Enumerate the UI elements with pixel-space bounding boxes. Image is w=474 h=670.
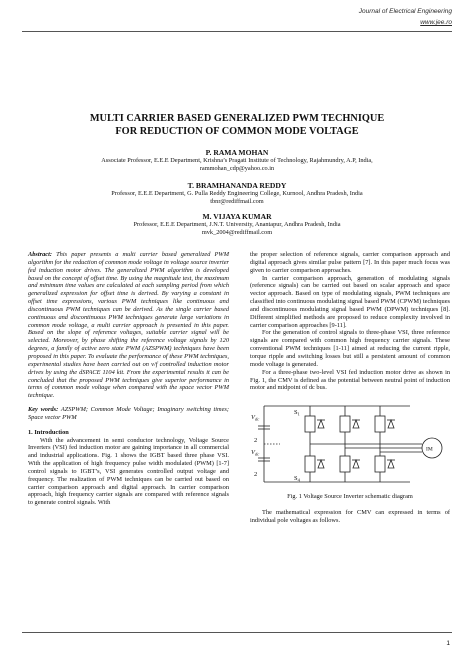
journal-website[interactable]: www.jee.ro (420, 19, 452, 26)
author-email[interactable]: rammohan_cdp@yahoo.co.in (199, 164, 275, 172)
title-line-2: FOR REDUCTION OF COMMON MODE VOLTAGE (115, 125, 359, 137)
diode-4 (318, 460, 324, 468)
paragraph: The mathematical expression for CMV can expressed in terms of individual pole voltages as follows. (250, 509, 450, 524)
figure-caption: Fig. 1 Voltage Source Inverter schematic diagram (287, 493, 413, 501)
author-email[interactable]: mvk_2004@rediffmail.com (201, 228, 273, 236)
vdc-top-half: 2 (254, 437, 258, 445)
footer-rule (22, 632, 452, 633)
author-block-2 (28, 181, 446, 205)
motor-label: IM (426, 446, 433, 453)
intro-paragraph: With the advancement in semi conductor technology, Voltage Source Inverters (VSI) fed induction motor are gaining importance in all commercial and industrial applications. Fig. 1 shows the IGBT based three phase VSI. With the application of high frequency pulse width modulated (PWM) [1-7] control signals to IGBT’s, VSI generates controlled output voltage and frequency. The realization of PWM techniques can be carried out based on carrier comparison approach and digital approach. In carrier comparison approach, high frequency carrier signals are compared with reference signals to generate control signals. With (28, 436, 229, 507)
paragraph: the proper selection of reference signals, carrier comparison approach and digital approach gives similar pulse pattern [7]. In this paper much focus was given to carrier comparison approaches. (250, 251, 450, 274)
keywords-text: AZSPWM; Common Mode Voltage; Imaginary switching times; Space vector PWM (28, 406, 230, 421)
author-name: M. VIJAYA KUMAR (202, 212, 272, 221)
abstract-label: Abstract: (28, 251, 52, 258)
author-email[interactable]: tbnr@rediffmail.com (210, 197, 264, 205)
left-column (28, 251, 229, 507)
keywords (28, 406, 229, 422)
author-block-3 (28, 212, 446, 236)
keywords-label: Key words: (28, 406, 59, 414)
switch-s6 (340, 456, 350, 472)
author-affiliation: Associate Professor, E.E.E Department, Krishna’s Pragati Institute of Technology, Rajahmundry, A.P, India, (101, 157, 373, 164)
switch-s4-label: $S_4$ (294, 475, 300, 483)
vdc-top-label: $V_{dc}$ (251, 414, 260, 422)
switch-s4 (305, 456, 315, 472)
switch-s3 (340, 416, 350, 432)
title-line-1: MULTI CARRIER BASED GENERALIZED PWM TECHNIQUE (89, 113, 385, 124)
vsi-schematic-diagram (250, 398, 450, 490)
right-column (250, 251, 450, 525)
vdc-bottom-half: 2 (254, 471, 258, 479)
abstract-text: This paper presents a multi carrier based generalized PWM algorithm for the reduction of common mode voltage in voltage source inverter fed induction motor drives. The generalized PWM algorithm is developed based on the concept of offset time. By using the magnitude test, the maximum and minimum time values are calculated at each sampling period from which generalized expression for offset time is derived. By varying a constant in offset time expressions, various PWM techniques like continuous and discontinuous PWM techniques can be derived. As the single carrier based continuous and discontinuous PWM techniques generate large variations in common mode voltage, a multi carrier approach is presented in this paper. Based on the slope of reference voltages, suitable carrier signal will be selected. Moreover, by phase shifting the reference voltage signals by 120 degrees, a family of active zero state PWM (AZSPWM) techniques have been proposed in this paper. To evaluate the performance of these PWM techniques, experimental studies have been carried out on v/f controlled induction motor drives by using the dSPACE 1104 kit. From the experimental results it can be concluded that the proposed PWM techniques give superior performance in terms of common mode voltage when compared with the space vector PWM technique. (28, 251, 229, 400)
switch-s2 (375, 456, 385, 472)
diode-2 (388, 460, 394, 468)
paragraph: In carrier comparison approach, generation of modulating signals (reference signals) can be carried out based on scalar approach and space vector approach. Based on type of modulating signals, PWM techniques are classified into continuous modulating signal based PWM (CPWM) techniques and discontinuous modulating signal based PWM (DPWM) techniques [8]. Different simplified methods are proposed to reduce complexity involved in carrier comparison approaches [9-11]. (250, 274, 450, 329)
journal-name: Journal of Electrical Engineering (358, 8, 452, 15)
author-name: T. BRAMHANANDA REDDY (187, 181, 287, 190)
author-block-1 (28, 148, 446, 172)
abstract (28, 251, 229, 400)
diode-6 (353, 460, 359, 468)
vdc-bottom-label: $V_{dc}$ (251, 449, 260, 457)
diode-5 (388, 420, 394, 428)
paragraph: For a three-phase two-level VSI fed induction motor drive as shown in Fig. 1, the CMV is defined as the potential between neutral point of induction motor and midpoint of dc bus. (250, 368, 450, 392)
diode-3 (353, 420, 359, 428)
page-number: 1 (446, 640, 450, 647)
switch-s1 (305, 416, 315, 432)
author-affiliation: Professor, E.E.E Department, G. Pulla Reddy Engineering College, Kurnool, Andhra Pradesh, India (111, 190, 363, 197)
paper-title (40, 113, 434, 138)
switch-s1-label: $S_1$ (294, 409, 300, 417)
author-name: P. RAMA MOHAN (205, 148, 269, 157)
vsi-schematic-figure (250, 398, 450, 490)
switch-s5 (375, 416, 385, 432)
header-rule (22, 31, 452, 32)
section-heading: 1. Introduction (28, 428, 69, 436)
diode-1 (318, 420, 324, 428)
paragraph: For the generation of control signals to three-phase VSI, three reference signals are compared with common high frequency carrier signals. These conventional PWM techniques [1-11] aimed at reducing the current ripple, torque ripple and switching losses but still a persistent amount of common mode voltage is generated. (250, 329, 450, 368)
author-affiliation: Professor, E.E.E Department, J.N.T. University, Anantapur, Andhra Pradesh, India (133, 221, 341, 228)
